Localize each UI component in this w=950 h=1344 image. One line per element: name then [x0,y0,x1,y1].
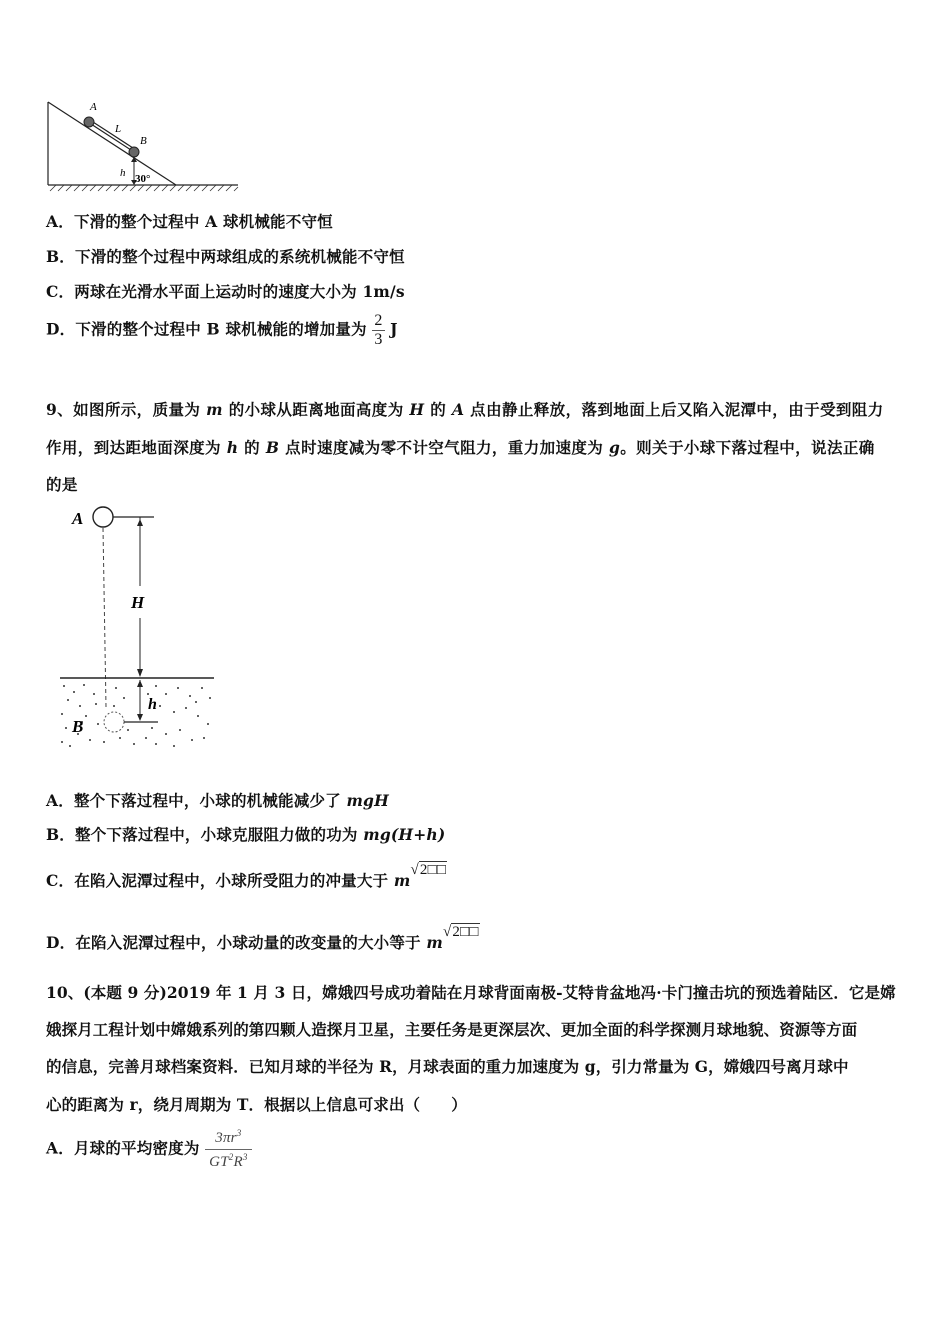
density-fraction: $\frac{3\pi r^3}{GT^2R^3}$ [205,1128,251,1171]
q8-option-b [46,245,405,267]
option-letter: D． [46,319,76,339]
option-text: 下滑的整个过程中两球组成的系统机械能不守恒 [75,247,405,266]
option-text: 两球在光滑水平面上运动时的速度大小为 1m/s [74,282,405,301]
mud-fall-figure [56,502,221,752]
ball-b [129,147,139,157]
math: mgH [346,791,389,810]
ball-in-mud [104,712,124,732]
numerator: 2 [374,312,383,329]
ball [93,507,113,527]
q10-option-a: A．月球的平均密度为 $\frac{3\pi r^3}{GT^2R^3}$ [46,1128,252,1171]
math: mg(H+h) [363,825,446,844]
denominator: 3 [374,331,383,348]
sqrt-expression: √2□□ [410,862,447,878]
fig2-label-b: B [72,717,84,736]
q10-stem-line1: 10、(本题 9 分)2019 年 1 月 3 日，嫦娥四号成功着陆在月球背面南极-艾特肯盆地冯·卡门撞击坑的预选着陆区．它是嫦 [46,983,896,1002]
option-letter: B． [46,247,76,266]
fig2-label-h-big: H [131,593,145,612]
q9-option-d: D．在陷入泥潭过程中，小球动量的改变量的大小等于 m√2□□ [46,924,479,952]
fig2-label-a: A [72,509,84,528]
sqrt-expression: √2□□ [442,924,479,940]
fig1-angle: 30° [135,173,151,185]
fig2-label-h-small: h [148,696,157,713]
fig1-label-a: A [90,101,97,113]
option-text: 下滑的整个过程中 A 球机械能不守恒 [73,212,333,231]
fraction [372,312,384,349]
fig1-label-l: L [115,123,122,135]
q10-stem-line3: 的信息，完善月球档案资料．已知月球的半径为 R，月球表面的重力加速度为 g，引力常量为 G，嫦娥四号离月球中 [46,1057,849,1076]
q10-stem-line4: 心的距离为 r，绕月周期为 T．根据以上信息可求出（ ） [46,1095,467,1114]
q8-option-a [46,210,333,232]
unit: J [390,319,398,339]
q9-option-a: A．整个下落过程中，小球的机械能减少了 mgH [46,791,389,810]
q9-stem-line3: 的是 [46,475,78,494]
ball-a [84,117,94,127]
fig1-label-b: B [140,135,147,147]
q8-option-c [46,280,405,302]
option-letter: C． [46,282,75,301]
incline-figure [44,98,244,198]
q9-option-b: B．整个下落过程中，小球克服阻力做的功为 mg(H+h) [46,825,446,844]
q9-option-c: C．在陷入泥潭过程中，小球所受阻力的冲量大于 m√2□□ [46,862,447,890]
q10-stem-line2: 娥探月工程计划中嫦娥系列的第四颗人造探月卫星，主要任务是更深层次、更加全面的科学探测月球地貌、资源等方面 [46,1020,858,1039]
q9-stem-line2: 作用，到达距地面深度为 h 的 B 点时速度减为零不计空气阻力，重力加速度为 g。则关于小球下落过程中，说法正确 [46,438,875,457]
fig1-label-h: h [120,167,126,179]
q9-stem-line1: 9、如图所示，质量为 m 的小球从距离地面高度为 H 的 A 点由静止释放，落到地面上后又陷入泥潭中，由于受到阻力 [46,400,884,419]
option-text: 下滑的整个过程中 B 球机械能的增加量为 [75,319,367,339]
q8-option-d [46,312,398,349]
option-letter: A． [46,212,74,231]
